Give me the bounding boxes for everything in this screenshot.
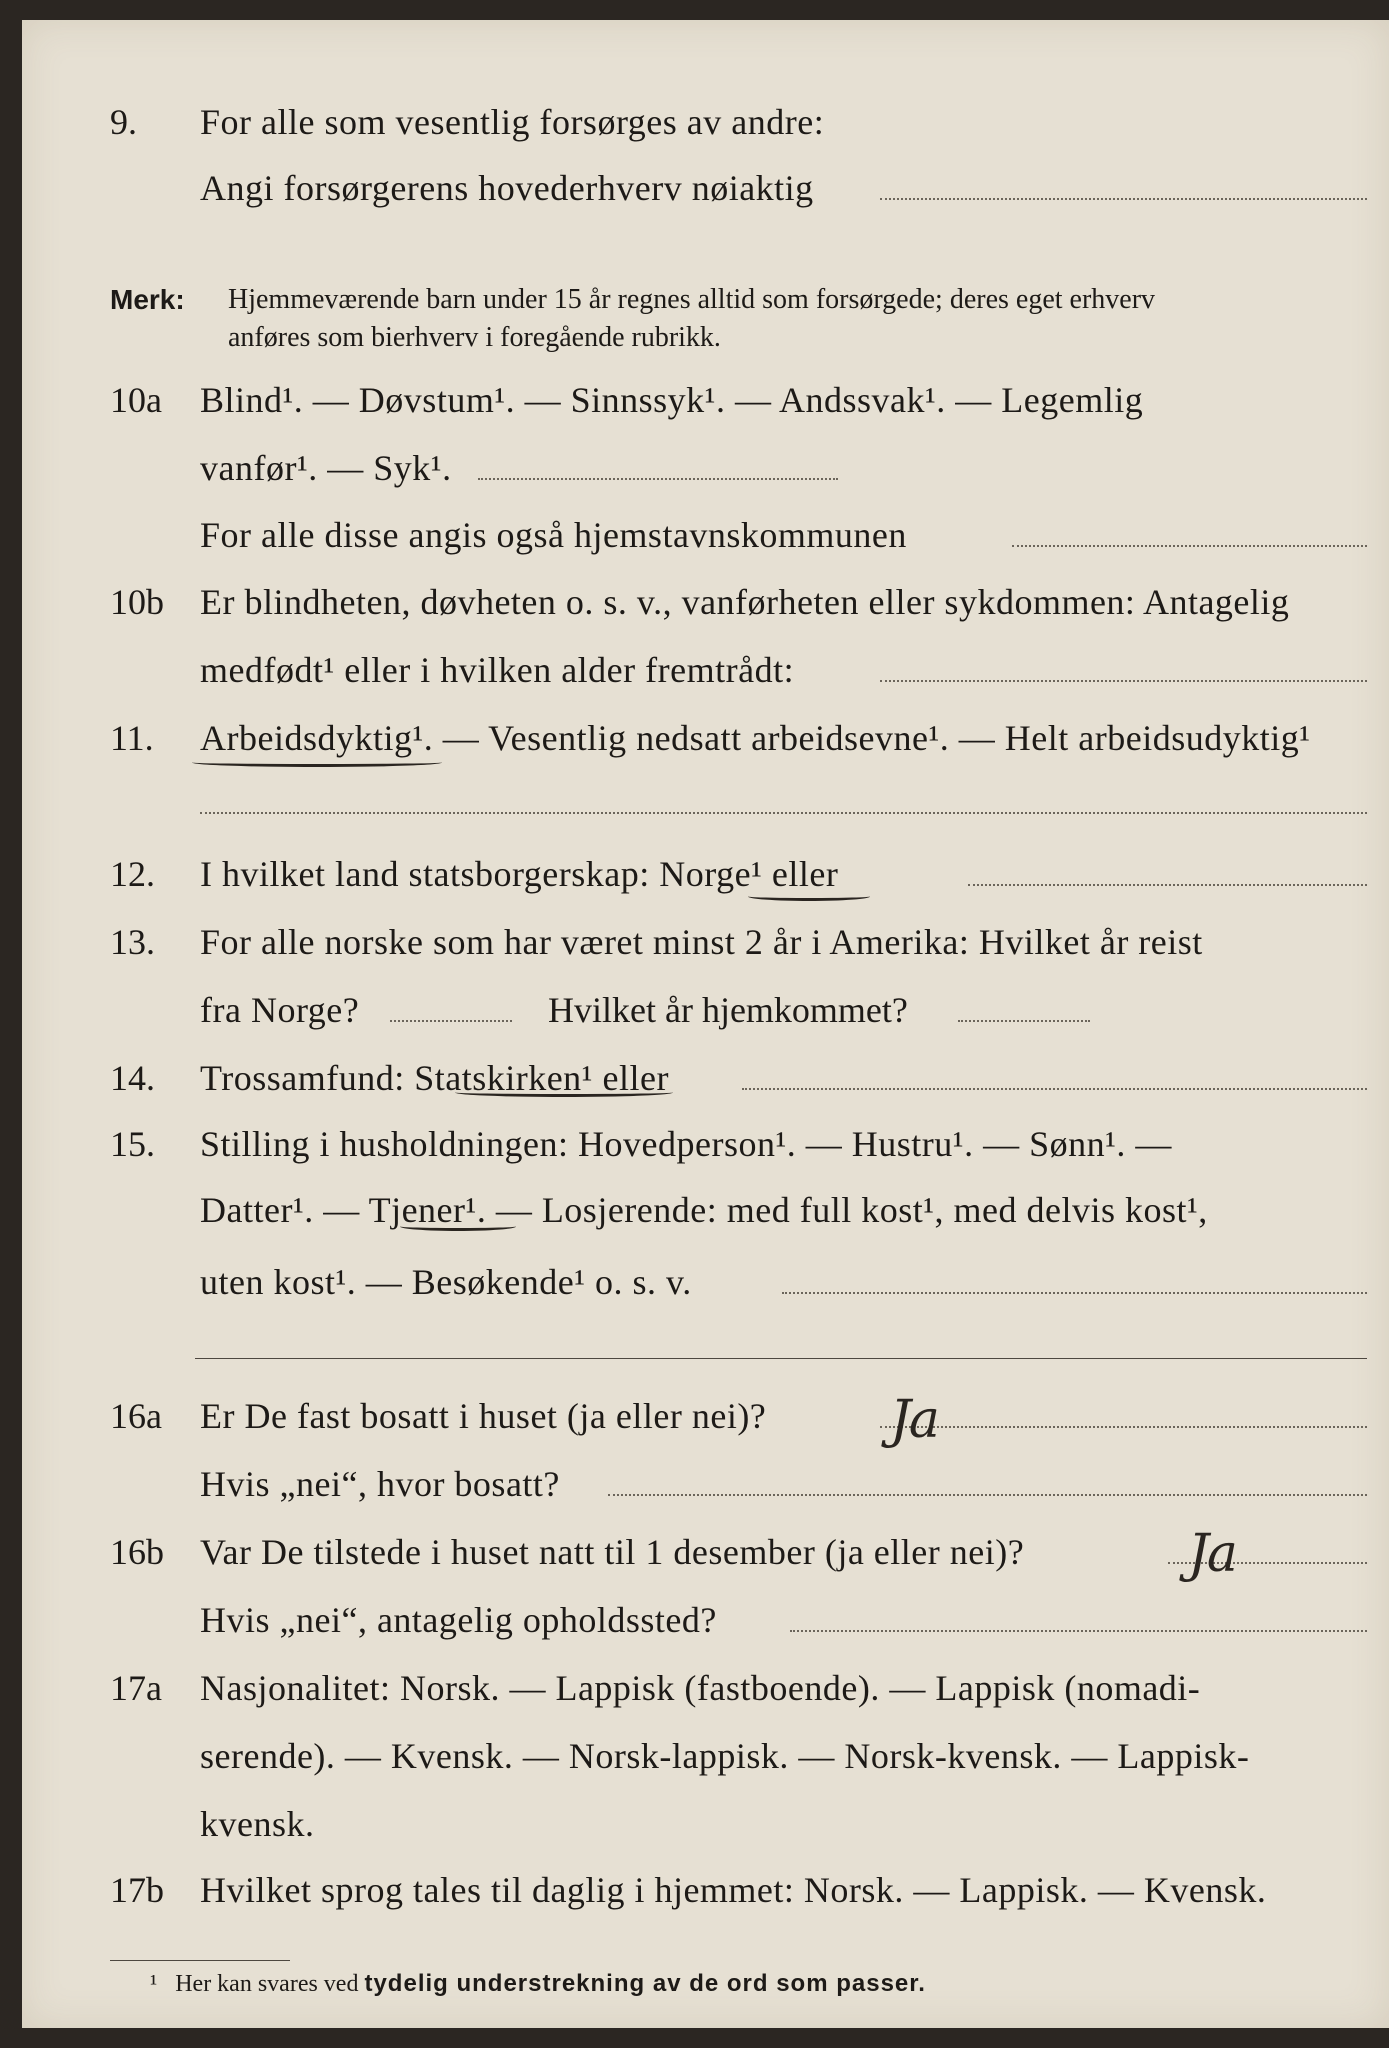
merk-text-2: anføres som bierhverv i foregående rubrikk.: [228, 322, 721, 353]
q10a-number: 10a: [110, 380, 162, 420]
q14-underline-mark: [455, 1088, 673, 1097]
q12-answer-line[interactable]: [968, 884, 1367, 886]
q9-number: 9.: [110, 102, 137, 142]
q10a-kommune-line[interactable]: [1012, 545, 1367, 547]
q16b-text: Var De tilstede i huset natt til 1 desember (ja eller nei)?: [200, 1532, 1025, 1572]
q16a-text: Er De fast bosatt i huset (ja eller nei)?: [200, 1396, 767, 1436]
footnote-rule: [110, 1960, 290, 1961]
q17a-text-3: kvensk.: [200, 1804, 315, 1844]
q13-text-2a: fra Norge?: [200, 990, 360, 1030]
q16a-text-2: Hvis „nei“, hvor bosatt?: [200, 1464, 560, 1504]
q10a-text-3: For alle disse angis også hjemstavnskommunen: [200, 515, 907, 555]
q16b-opholdssted-line[interactable]: [790, 1630, 1367, 1632]
q16a-bosatt-line[interactable]: [608, 1494, 1367, 1496]
footnote-text: Her kan svares ved: [175, 1971, 359, 1997]
q13-hjemkommet-line[interactable]: [958, 1020, 1090, 1022]
q11-answer-line[interactable]: [200, 812, 1367, 814]
q14-text: Trossamfund: Statskirken¹ eller: [200, 1058, 669, 1098]
q16a-handwritten-answer: Ja: [890, 1390, 938, 1450]
q10a-text-2: vanfør¹. — Syk¹.: [200, 448, 452, 488]
q15-answer-line[interactable]: [782, 1292, 1367, 1294]
q10a-text: Blind¹. — Døvstum¹. — Sinnssyk¹. — Andssvak¹. — Legemlig: [200, 380, 1144, 420]
q15-underline-mark: [400, 1222, 516, 1231]
q16a-answer-line[interactable]: [880, 1426, 1367, 1428]
q11-number: 11.: [110, 718, 154, 758]
q16b-number: 16b: [110, 1532, 164, 1572]
q17a-number: 17a: [110, 1668, 162, 1708]
q15-text: Stilling i husholdningen: Hovedperson¹. — Hustru¹. — Sønn¹. —: [200, 1124, 1172, 1164]
q13-text: For alle norske som har været minst 2 år i Amerika: Hvilket år reist: [200, 922, 1203, 962]
q10b-text: Er blindheten, døvheten o. s. v., vanførheten eller sykdommen: Antagelig: [200, 582, 1290, 622]
footnote: [150, 1970, 926, 1998]
merk-text-1: Hjemmeværende barn under 15 år regnes alltid som forsørgede; deres eget erhverv: [228, 284, 1156, 315]
q9-text: For alle som vesentlig forsørges av andre:: [200, 102, 825, 142]
q16b-text-2: Hvis „nei“, antagelig opholdssted?: [200, 1600, 717, 1640]
q12-underline-mark: [748, 892, 870, 901]
q13-reist-line[interactable]: [390, 1020, 512, 1022]
q17b-number: 17b: [110, 1870, 164, 1910]
q13-number: 13.: [110, 922, 155, 962]
footnote-bold-text: tydelig understrekning av de ord som passer.: [364, 1970, 926, 1997]
q10b-answer-line[interactable]: [880, 680, 1367, 682]
q12-number: 12.: [110, 854, 155, 894]
divider: [195, 1358, 1367, 1359]
q17a-text: Nasjonalitet: Norsk. — Lappisk (fastboende). — Lappisk (nomadi-: [200, 1668, 1201, 1708]
q10a-answer-line[interactable]: [478, 478, 838, 480]
footnote-mark: ¹: [150, 1971, 158, 1997]
q11-underline-mark: [192, 758, 442, 767]
q16a-number: 16a: [110, 1396, 162, 1436]
merk-label: Merk:: [110, 284, 185, 315]
q11-text: Arbeidsdyktig¹. — Vesentlig nedsatt arbeidsevne¹. — Helt arbeidsudyktig¹: [200, 718, 1311, 758]
q17a-text-2: serende). — Kvensk. — Norsk-lappisk. — Norsk-kvensk. — Lappisk-: [200, 1736, 1250, 1776]
q16b-handwritten-answer: Ja: [1188, 1524, 1236, 1584]
q10b-text-2: medfødt¹ eller i hvilken alder fremtrådt:: [200, 650, 795, 690]
q10b-number: 10b: [110, 582, 164, 622]
q15-text-3: uten kost¹. — Besøkende¹ o. s. v.: [200, 1262, 692, 1302]
q9-answer-line[interactable]: [880, 198, 1367, 200]
q14-number: 14.: [110, 1058, 155, 1098]
q15-number: 15.: [110, 1124, 155, 1164]
q14-answer-line[interactable]: [742, 1088, 1367, 1090]
q12-text: I hvilket land statsborgerskap: Norge¹ eller: [200, 854, 839, 894]
q17b-text: Hvilket sprog tales til daglig i hjemmet: Norsk. — Lappisk. — Kvensk.: [200, 1870, 1267, 1910]
q13-text-2b: Hvilket år hjemkommet?: [548, 990, 908, 1030]
q15-text-2: Datter¹. — Tjener¹. — Losjerende: med full kost¹, med delvis kost¹,: [200, 1190, 1208, 1230]
q9-text-2: Angi forsørgerens hovederhverv nøiaktig: [200, 168, 814, 208]
